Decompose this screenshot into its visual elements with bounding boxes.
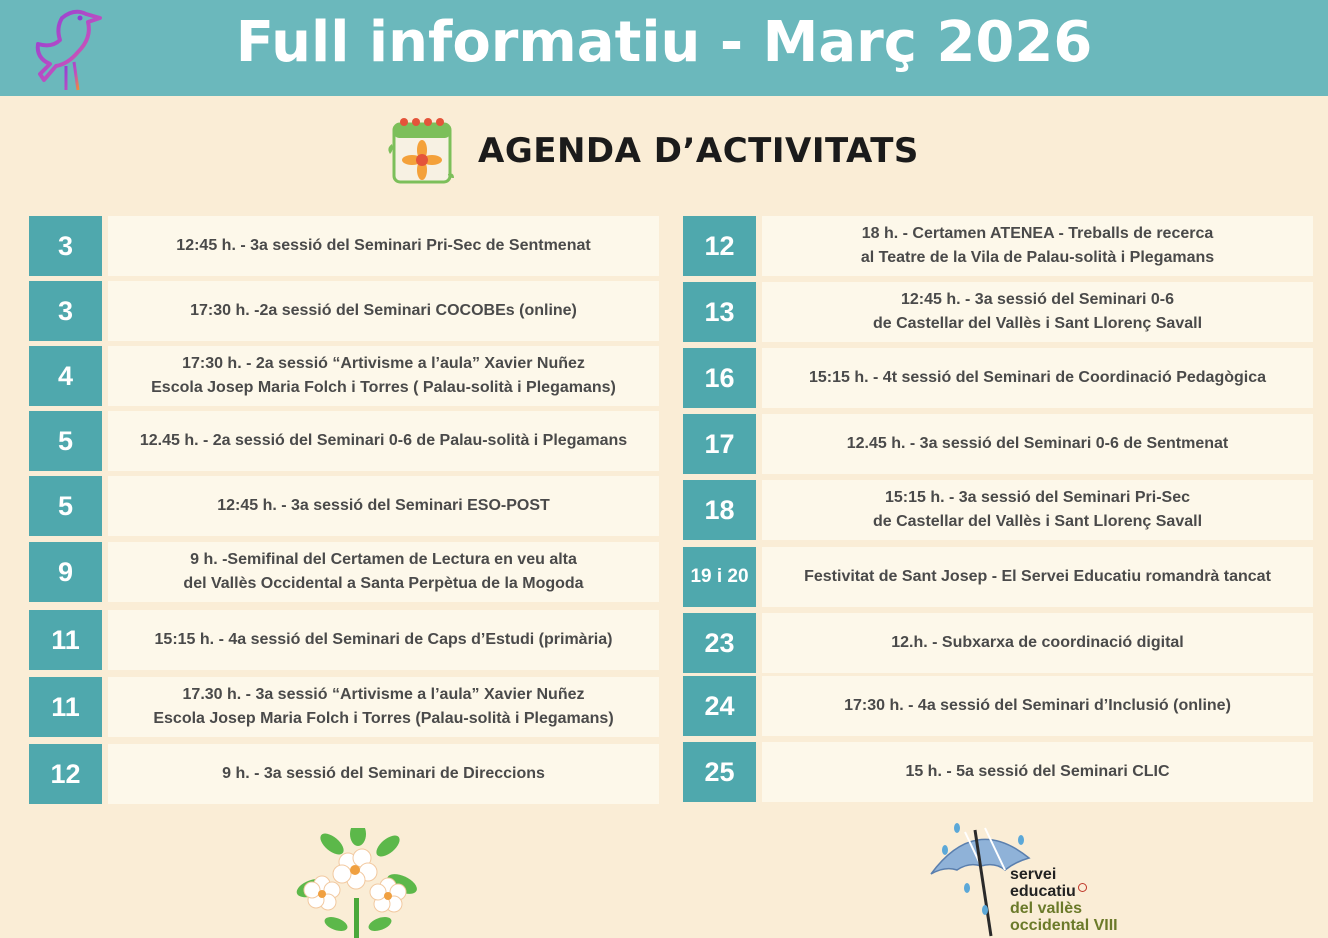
page-title: Full informatiu - Març 2026: [235, 10, 1093, 75]
event-description: [108, 476, 659, 536]
event-description: [108, 281, 659, 341]
event-date: 18: [683, 480, 756, 540]
logo-line: occidental VIII: [1010, 917, 1118, 934]
event-line: 17:30 h. - 2a sessió “Artivisme a l’aula” Xavier Nuñez: [182, 355, 585, 372]
event-date: 4: [29, 346, 102, 406]
event-date: 5: [29, 476, 102, 536]
event-description: [108, 677, 659, 737]
event-description: [108, 610, 659, 670]
event-description: [108, 411, 659, 471]
event-line: al Teatre de la Vila de Palau-solità i Plegamans: [860, 249, 1215, 266]
event-line: 15:15 h. - 4t sessió del Seminari de Coordinació Pedagògica: [808, 369, 1267, 386]
event-line: 17:30 h. -2a sessió del Seminari COCOBEs (online): [190, 302, 577, 319]
event-line: 17:30 h. - 4a sessió del Seminari d’Inclusió (online): [844, 697, 1231, 714]
event-date: 12: [683, 216, 756, 276]
event-line: Festivitat de Sant Josep - El Servei Educatiu romandrà tancat: [804, 568, 1271, 585]
event-date: 19 i 20: [683, 547, 756, 607]
event-date: 12: [29, 744, 102, 804]
event-line: 9 h. -Semifinal del Certamen de Lectura en veu alta: [190, 551, 577, 568]
event-description: [762, 414, 1313, 474]
event-description: [108, 542, 659, 602]
event-date: 23: [683, 613, 756, 673]
event-line: 12.h. - Subxarxa de coordinació digital: [891, 634, 1184, 651]
page-header: [0, 0, 1328, 96]
event-line: Escola Josep Maria Folch i Torres (Palau-solità i Plegamans): [153, 710, 614, 727]
event-line: 18 h. - Certamen ATENEA - Treballs de recerca: [861, 225, 1214, 242]
event-date: 11: [29, 677, 102, 737]
event-line: 9 h. - 3a sessió del Seminari de Direccions: [222, 765, 545, 782]
agenda-heading: AGENDA D’ACTIVITATS: [478, 131, 919, 171]
event-description: [762, 480, 1313, 540]
event-description: [762, 282, 1313, 342]
logo-line: del vallès: [1010, 900, 1083, 917]
event-line: Escola Josep Maria Folch i Torres ( Palau-solità i Plegamans): [151, 379, 616, 396]
event-description: [762, 742, 1313, 802]
event-line: 12:45 h. - 3a sessió del Seminari 0-6: [900, 291, 1175, 308]
registered-mark-icon: [1078, 883, 1087, 892]
flower-decoration-icon: [292, 828, 424, 938]
event-description: [762, 613, 1313, 673]
event-line: 17.30 h. - 3a sessió “Artivisme a l’aula” Xavier Nuñez: [182, 686, 585, 703]
event-date: 3: [29, 281, 102, 341]
event-date: 11: [29, 610, 102, 670]
event-description: [108, 744, 659, 804]
event-line: 12:45 h. - 3a sessió del Seminari ESO-POST: [217, 497, 550, 514]
event-line: de Castellar del Vallès i Sant Llorenç Savall: [872, 513, 1203, 530]
event-date: 17: [683, 414, 756, 474]
event-description: [108, 346, 659, 406]
event-description: [762, 676, 1313, 736]
event-description: [108, 216, 659, 276]
event-line: 15:15 h. - 3a sessió del Seminari Pri-Sec: [884, 489, 1191, 506]
calendar-icon: [386, 114, 456, 190]
event-date: 13: [683, 282, 756, 342]
event-description: [762, 547, 1313, 607]
event-line: 12.45 h. - 3a sessió del Seminari 0-6 de Sentmenat: [846, 435, 1229, 452]
event-date: 25: [683, 742, 756, 802]
event-description: [762, 348, 1313, 408]
event-date: 24: [683, 676, 756, 736]
event-line: 15 h. - 5a sessió del Seminari CLIC: [905, 763, 1170, 780]
event-line: del Vallès Occidental a Santa Perpètua de la Mogoda: [183, 575, 584, 592]
logo-line: educatiu: [1010, 883, 1118, 900]
servei-educatiu-wordmark: [1010, 866, 1118, 934]
event-line: 12:45 h. - 3a sessió del Seminari Pri-Sec de Sentmenat: [176, 237, 591, 254]
event-description: [762, 216, 1313, 276]
event-date: 16: [683, 348, 756, 408]
event-line: 15:15 h. - 4a sessió del Seminari de Caps d’Estudi (primària): [154, 631, 613, 648]
event-date: 5: [29, 411, 102, 471]
event-line: de Castellar del Vallès i Sant Llorenç Savall: [872, 315, 1203, 332]
event-date: 3: [29, 216, 102, 276]
logo-line: servei: [1010, 866, 1057, 883]
event-date: 9: [29, 542, 102, 602]
event-line: 12.45 h. - 2a sessió del Seminari 0-6 de Palau-solità i Plegamans: [139, 432, 628, 449]
